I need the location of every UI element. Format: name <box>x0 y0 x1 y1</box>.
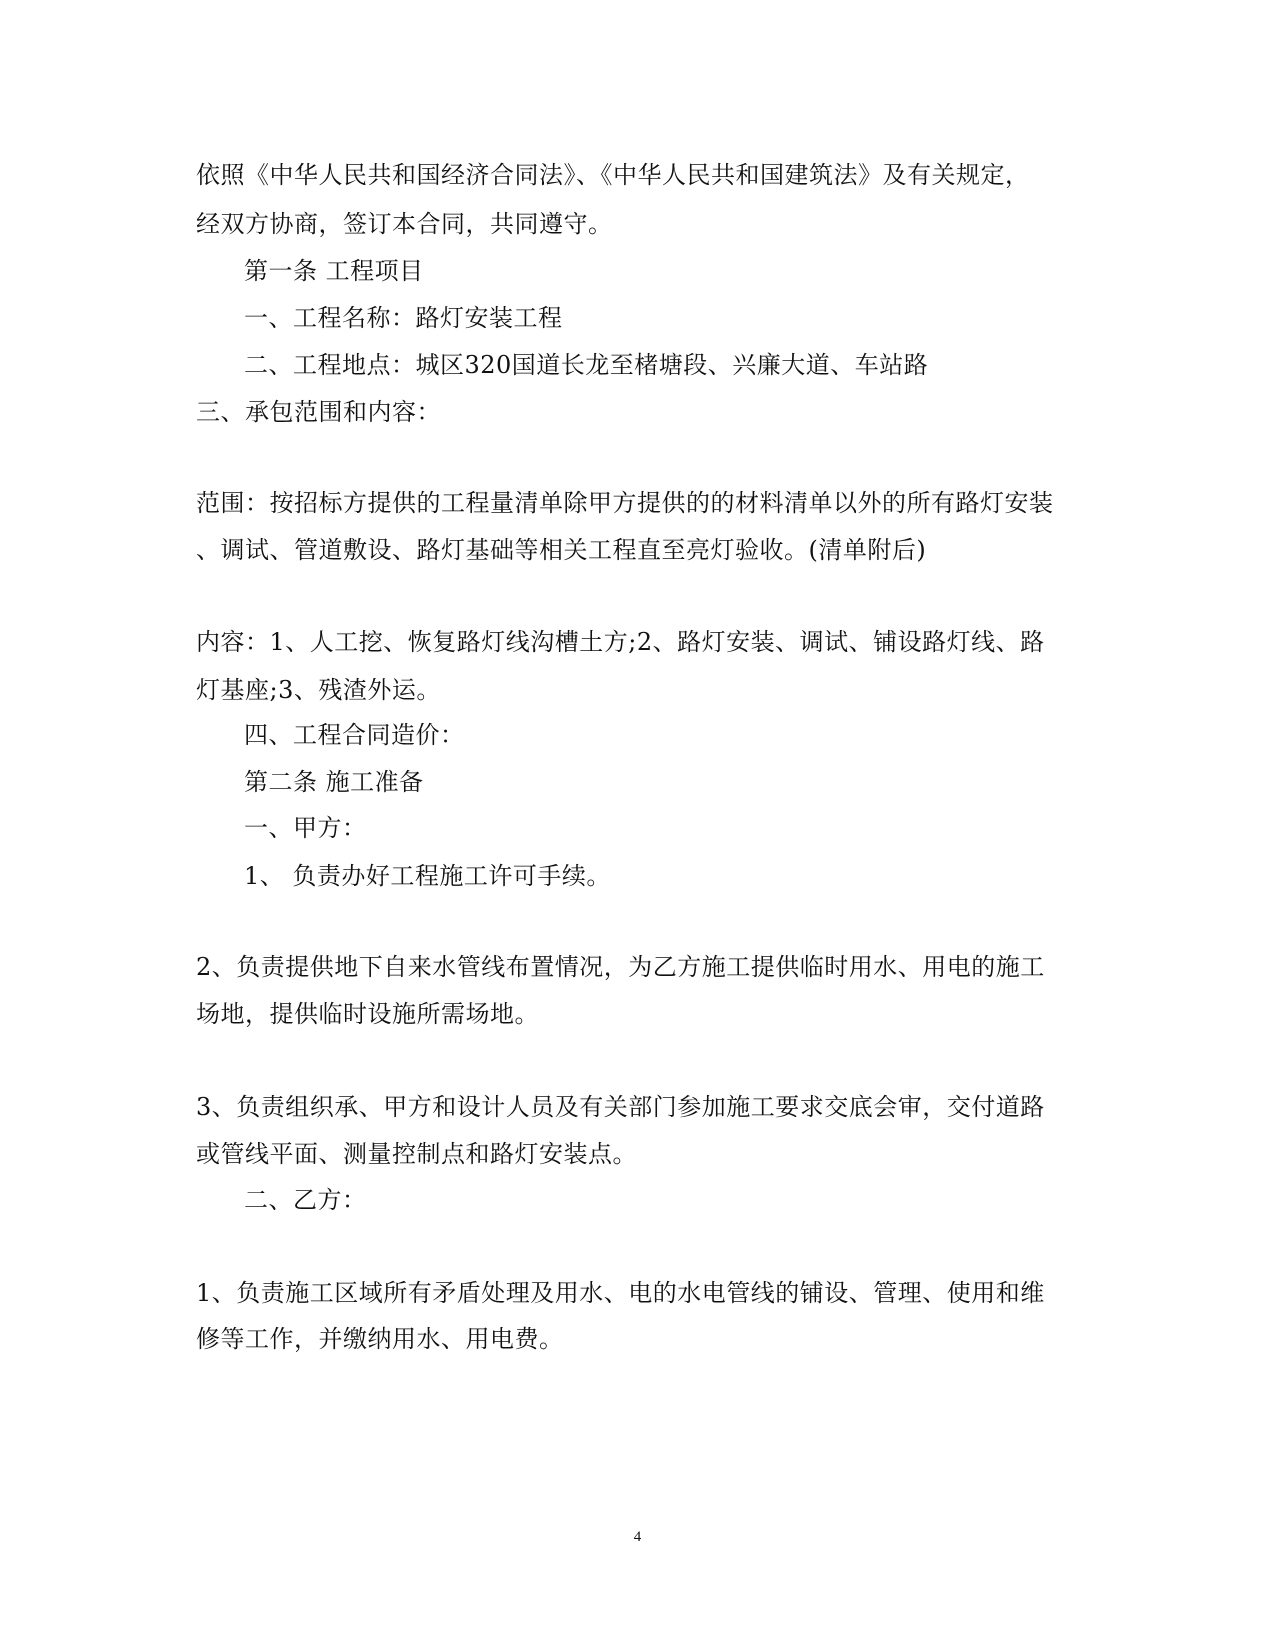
text-line: 2、负责提供地下自来水管线布置情况，为乙方施工提供临时用水、用电的施工 <box>196 953 1045 981</box>
text-line: 或管线平面、测量控制点和路灯安装点。 <box>196 1140 637 1168</box>
text-line: 二、工程地点：城区320国道长龙至楮塘段、兴廉大道、车站路 <box>244 351 929 379</box>
text-line: 经双方协商，签订本合同，共同遵守。 <box>196 210 613 238</box>
text-line: 三、承包范围和内容： <box>196 398 441 426</box>
text-line: 灯基座;3、残渣外运。 <box>196 676 441 704</box>
text-line: 一、甲方： <box>244 814 367 842</box>
page-number: 4 <box>633 1529 642 1545</box>
text-line: 内容：1、人工挖、恢复路灯线沟槽土方;2、路灯安装、调试、铺设路灯线、路 <box>196 628 1045 656</box>
text-line: 场地，提供临时设施所需场地。 <box>196 1000 539 1028</box>
text-line: 1、 负责办好工程施工许可手续。 <box>244 862 611 890</box>
text-line: 修等工作，并缴纳用水、用电费。 <box>196 1325 564 1353</box>
text-line: 范围：按招标方提供的工程量清单除甲方提供的的材料清单以外的所有路灯安装 <box>196 489 1054 517</box>
text-line: 1、负责施工区域所有矛盾处理及用水、电的水电管线的铺设、管理、使用和维 <box>196 1279 1045 1307</box>
text-line: 、调试、管道敷设、路灯基础等相关工程直至亮灯验收。(清单附后) <box>196 536 927 564</box>
text-line: 依照《中华人民共和国经济合同法》、《中华人民共和国建筑法》及有关规定， <box>196 161 1030 189</box>
article-heading: 第二条 施工准备 <box>244 768 424 796</box>
text-line: 一、工程名称：路灯安装工程 <box>244 304 563 332</box>
text-line: 二、乙方： <box>244 1186 367 1214</box>
article-heading: 第一条 工程项目 <box>244 257 424 285</box>
text-line: 四、工程合同造价： <box>244 721 465 749</box>
text-line: 3、负责组织承、甲方和设计人员及有关部门参加施工要求交底会审，交付道路 <box>196 1093 1045 1121</box>
